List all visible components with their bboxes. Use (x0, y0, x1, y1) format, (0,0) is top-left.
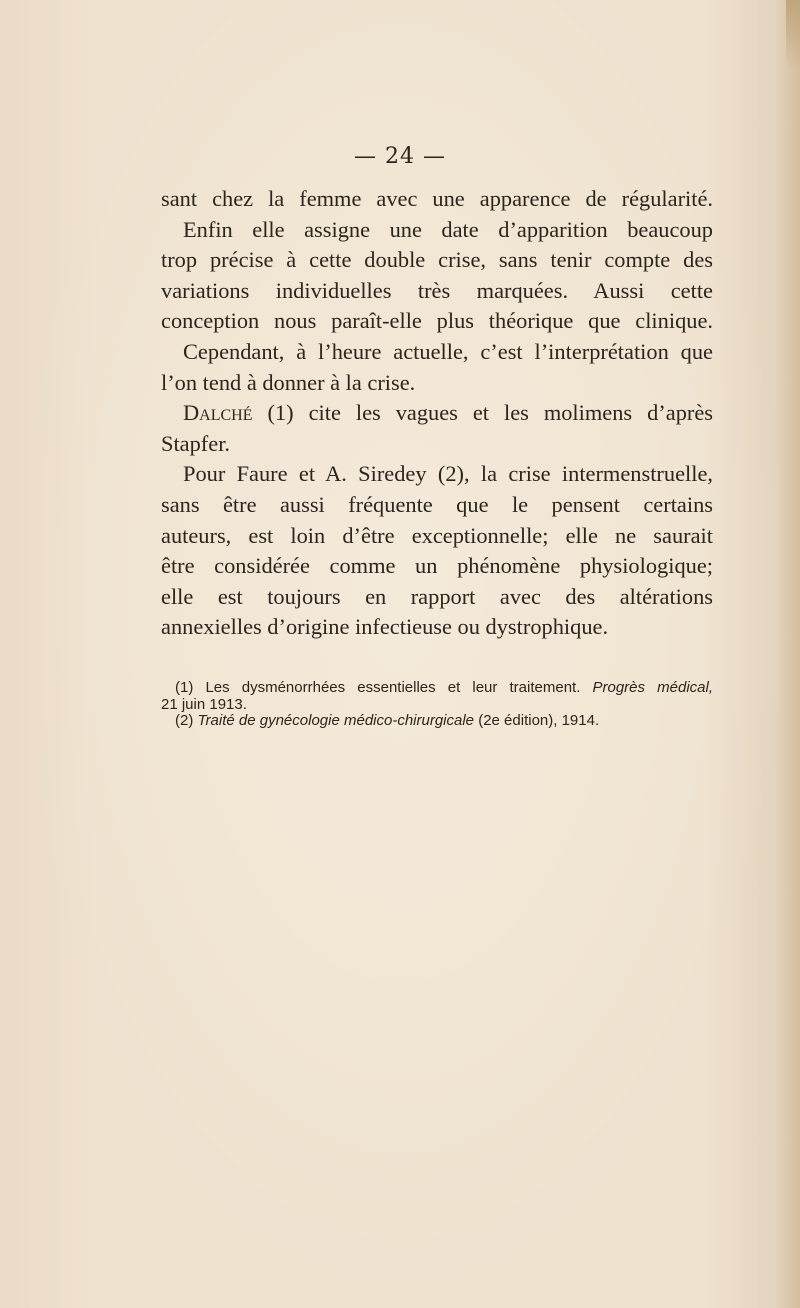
corner-stain (786, 0, 800, 70)
footnotes (161, 680, 713, 730)
body-line: auteurs, est loin d’être exceptionnelle; elle ne saurait (161, 522, 713, 548)
body-line: l’on tend à donner à la crise. (161, 369, 416, 395)
body-line-dalche (161, 398, 713, 429)
body-line-rest: cite les vagues et les molimens d’après (308, 400, 713, 426)
footnote-1-text: (1) Les dysménorrhées essentielles et leur traitement. (175, 679, 593, 696)
footnote-2-number: (2) (175, 712, 198, 729)
footnote-2-title: Traité de gynécologie médico-chirurgicale (197, 712, 475, 729)
body-line: Pour Faure et A. Siredey (2), la crise intermenstruelle, (183, 461, 713, 487)
body-line: variations individuelles très marquées. Aussi cette (161, 277, 713, 303)
footnote-2-rest: (2e édition), 1914. (474, 712, 600, 729)
footnote-1-journal: Progrès médical, (592, 679, 713, 696)
footnote-1 (161, 680, 713, 697)
body-line: conception nous paraît-elle plus théorique que clinique. (161, 308, 713, 334)
body-line: Enfin elle assigne une date d’apparition beaucoup (183, 216, 713, 242)
footnote-ref: (1) (252, 400, 309, 426)
footnote-1-continuation: 21 juin 1913. (161, 695, 247, 713)
body-line: annexielles d’origine infectieuse ou dystrophique. (161, 614, 609, 640)
body-line: trop précise à cette double crise, sans tenir compte des (161, 247, 713, 273)
body-line: sans être aussi fréquente que le pensent certains (161, 491, 713, 517)
footnote-2 (161, 713, 713, 730)
body-line: sant chez la femme avec une apparence de régularité. (161, 186, 713, 211)
page-edge-shadow (776, 0, 800, 1308)
body-line: elle est toujours en rapport avec des altérations (161, 583, 713, 609)
body-text (161, 184, 713, 643)
body-line: Stapfer. (161, 430, 231, 456)
author-name: Dalché (183, 400, 253, 426)
page-number: — 24 — (354, 144, 446, 169)
body-line: Cependant, à l’heure actuelle, c’est l’interprétation que (183, 338, 713, 364)
body-line: être considérée comme un phénomène physiologique; (161, 553, 713, 579)
